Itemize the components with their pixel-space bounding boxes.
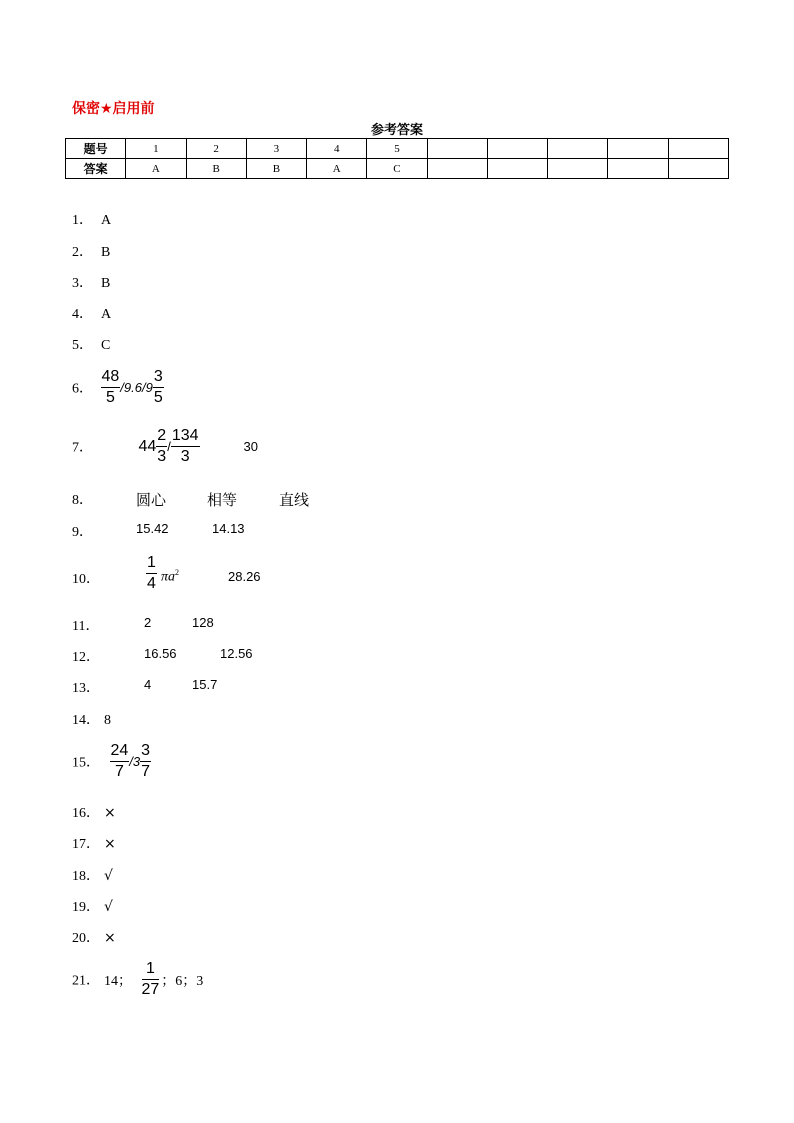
answer-12 [72,646,253,666]
answer-number: 1． [72,213,93,228]
table-cell: C [367,159,427,179]
answer-value: 8 [104,713,111,728]
answer-2 [72,241,110,261]
answer-number: 16． [72,806,100,821]
check-mark: √ [104,899,113,915]
table-cell [548,159,608,179]
table-cell: 4 [307,139,367,159]
answer-text: 2 [144,615,152,630]
table-cell [487,159,547,179]
fraction: $\frac{3}{5}$ [153,368,163,406]
answer-number: 14． [72,713,100,728]
answer-number: 21． [72,973,100,989]
answer-10 [72,555,372,599]
table-cell [427,159,487,179]
answer-text: 圆心 [136,491,167,509]
answer-number: 18． [72,869,100,884]
table-cell [668,159,728,179]
answer-text: $\pi a^2$ [161,568,180,585]
fraction: $\frac{1}{27}$ [141,960,160,998]
answer-number: 10． [72,572,100,587]
answer-value: A [101,307,112,322]
row-header: 题号 [66,139,126,159]
answer-number: 2． [72,245,93,260]
answer-number: 9． [72,525,93,540]
answer-text: 14； [104,973,132,989]
table-cell: 5 [367,139,427,159]
answer-11 [72,615,214,635]
fraction: $\frac{134}{3}$ [171,427,199,465]
answer-value: B [101,276,111,291]
answer-5 [72,334,110,354]
answer-text: /3 [129,754,141,769]
answer-20 [72,927,116,947]
page-title: 参考答案 [370,123,423,138]
answer-number: 8． [72,493,93,508]
answer-14 [72,709,111,729]
table-cell [608,139,668,159]
answer-number: 15． [72,755,100,771]
answer-text: / [167,439,171,454]
answer-15 [72,743,151,780]
table-cell: 2 [186,139,246,159]
table-cell: B [246,159,306,179]
answer-text: 直线 [279,491,310,509]
table-cell: 1 [126,139,186,159]
fraction: $\frac{3}{7}$ [141,742,151,780]
check-mark: √ [104,868,113,884]
answer-text: 28.26 [228,569,261,584]
answer-text: 44 [138,437,157,455]
answer-number: 4． [72,307,93,322]
table-cell [548,139,608,159]
answer-21 [72,961,203,998]
wrong-mark: × [104,836,116,852]
wrong-mark: × [104,930,116,946]
table-row [66,139,729,159]
answer-number: 12． [72,650,100,665]
table-cell: B [186,159,246,179]
table-cell: A [126,159,186,179]
answer-number: 3． [72,276,93,291]
answer-18 [72,865,113,885]
answer-number: 20． [72,931,100,946]
answer-7 [72,428,258,465]
answer-text: /9.6/9 [120,380,153,395]
answer-6 [72,369,164,406]
fraction: $\frac{1}{4}$ [147,554,156,592]
answer-text: 15.7 [192,677,218,692]
answer-13 [72,677,218,697]
answer-number: 5． [72,338,93,353]
answer-number: 6． [72,381,93,397]
answer-19 [72,896,113,916]
answer-number: 17． [72,837,100,852]
table-cell: 3 [246,139,306,159]
table-cell [427,139,487,159]
answer-text: 128 [192,615,214,630]
fraction: $\frac{24}{7}$ [110,742,129,780]
table-cell: A [307,159,367,179]
answer-text: ；6；3 [161,973,204,989]
answer-value: A [101,213,112,228]
answer-text: 相等 [207,491,238,509]
answer-number: 13． [72,681,100,696]
answer-table [65,138,729,179]
answer-text: 15.42 [136,521,169,536]
answer-text: 14.13 [212,521,245,536]
answer-text: 16.56 [144,646,177,661]
answer-17 [72,833,116,853]
table-cell [668,139,728,159]
row-header: 答案 [66,159,126,179]
answer-4 [72,303,111,323]
answer-3 [72,272,110,292]
wrong-mark: × [104,805,116,821]
answer-text: 30 [243,439,258,454]
table-row [66,159,729,179]
answer-text: 4 [144,677,152,692]
confidential-label: 保密★启用前 [72,101,155,117]
answer-value: B [101,245,111,260]
answer-number: 7． [72,440,93,456]
answer-value: C [101,338,111,353]
table-cell [608,159,668,179]
answer-8 [72,489,310,509]
answer-9 [72,521,245,541]
answer-number: 11． [72,619,100,634]
answer-number: 19． [72,900,100,915]
table-cell [487,139,547,159]
answer-16 [72,802,116,822]
answer-1 [72,209,111,229]
answer-text: 12.56 [220,646,253,661]
fraction: $\frac{48}{5}$ [101,368,120,406]
fraction: $\frac{2}{3}$ [157,427,167,465]
